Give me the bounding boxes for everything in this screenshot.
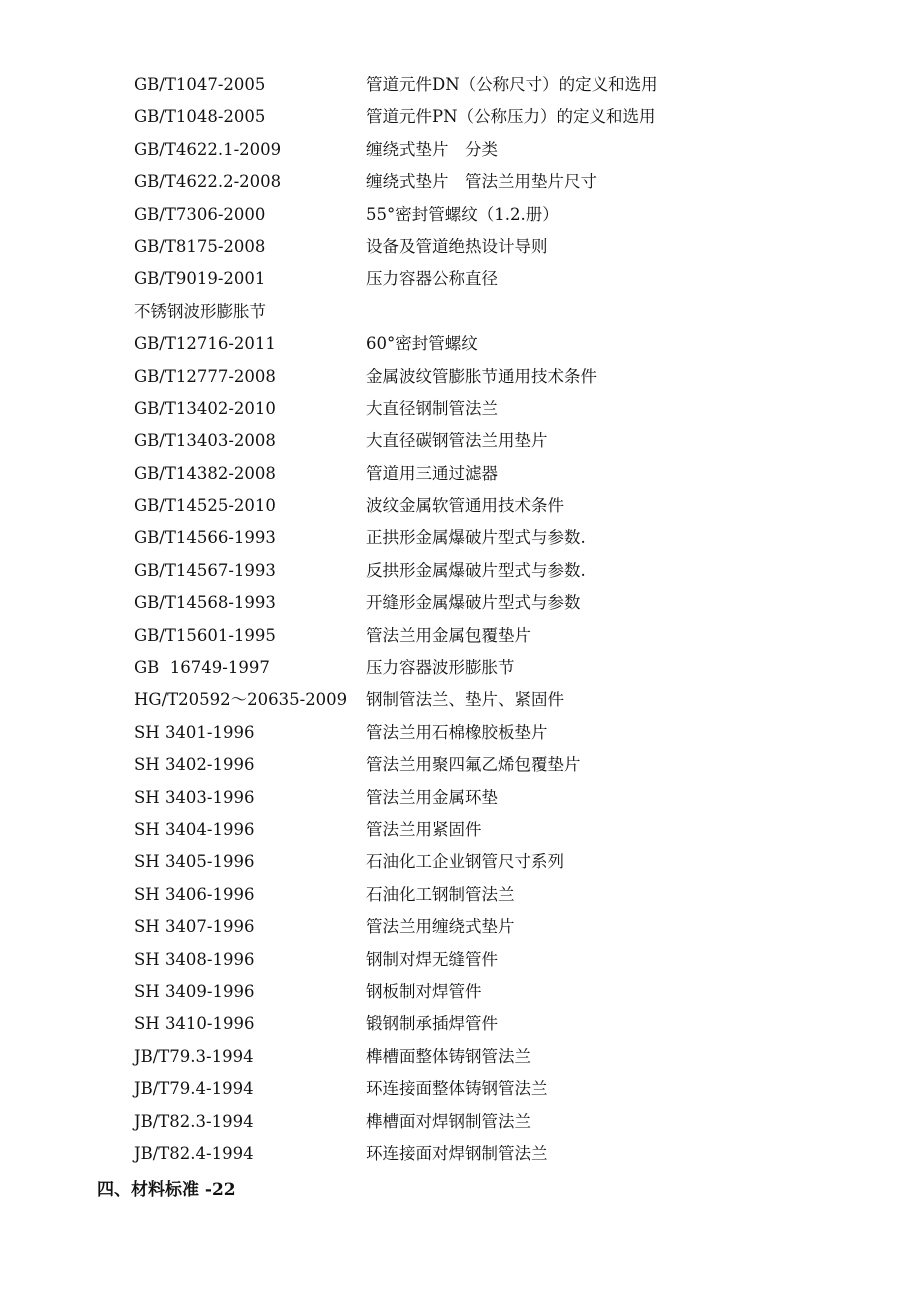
standard-row (134, 911, 854, 943)
standard-row (134, 684, 854, 716)
standard-code: SH 3405-1996 (134, 852, 255, 872)
standard-row (134, 134, 854, 166)
standard-row (134, 1073, 854, 1105)
standard-title: 榫槽面对焊钢制管法兰 (366, 1111, 531, 1131)
standard-code: JB/T82.4-1994 (134, 1143, 254, 1163)
standard-title: 金属波纹管膨胀节通用技术条件 (366, 366, 597, 386)
standard-title: 波纹金属软管通用技术条件 (366, 496, 564, 516)
standard-row (134, 490, 854, 522)
standard-title: 管法兰用缠绕式垫片 (366, 917, 515, 937)
standard-title: 管法兰用紧固件 (366, 819, 482, 839)
standard-code: SH 3406-1996 (134, 884, 255, 904)
standard-row (134, 587, 854, 619)
standard-code: GB/T14525-2010 (134, 496, 276, 516)
standard-row (134, 296, 854, 328)
standard-row (134, 1106, 854, 1138)
standard-title: 榫槽面整体铸钢管法兰 (366, 1046, 531, 1066)
standard-row (134, 1041, 854, 1073)
standard-title: 开缝形金属爆破片型式与参数 (366, 593, 581, 613)
standards-list (134, 69, 854, 1170)
standard-title: 大直径碳钢管法兰用垫片 (366, 431, 548, 451)
standard-row (134, 1008, 854, 1040)
standard-row (134, 620, 854, 652)
standard-row (134, 652, 854, 684)
standard-code: GB/T8175-2008 (134, 236, 266, 256)
standard-row (134, 846, 854, 878)
standard-row (134, 555, 854, 587)
standard-title: 环连接面整体铸钢管法兰 (366, 1079, 548, 1099)
standard-title: 缠绕式垫片 管法兰用垫片尺寸 (366, 172, 597, 192)
standard-row (134, 231, 854, 263)
standard-row (134, 782, 854, 814)
standard-row (134, 1138, 854, 1170)
standard-row (134, 976, 854, 1008)
standard-code: SH 3408-1996 (134, 949, 255, 969)
standard-code: GB/T14567-1993 (134, 560, 276, 580)
standard-title: 管道元件DN（公称尺寸）的定义和选用 (366, 75, 658, 94)
standard-title: 石油化工企业钢管尺寸系列 (366, 852, 564, 872)
standard-row (134, 101, 854, 133)
standard-title: 管法兰用石棉橡胶板垫片 (366, 722, 548, 742)
standard-title: 钢板制对焊管件 (366, 981, 482, 1001)
standard-row (134, 166, 854, 198)
standard-title: 环连接面对焊钢制管法兰 (366, 1143, 548, 1163)
standard-title: 压力容器波形膨胀节 (366, 658, 515, 678)
standard-code: GB/T14566-1993 (134, 528, 276, 548)
standard-title: 管道用三通过滤器 (366, 463, 498, 483)
standard-code: GB/T7306-2000 (134, 204, 266, 224)
standard-code: SH 3403-1996 (134, 787, 255, 807)
standard-code: JB/T79.3-1994 (134, 1046, 254, 1066)
standard-code: GB/T1047-2005 (134, 75, 266, 94)
standard-code: SH 3404-1996 (134, 819, 255, 839)
standard-code: GB/T13403-2008 (134, 431, 276, 451)
standard-title: 管法兰用金属环垫 (366, 787, 498, 807)
standard-code: GB/T4622.1-2009 (134, 139, 282, 159)
standard-title: 锻钢制承插焊管件 (366, 1014, 498, 1034)
standard-title: 管法兰用金属包覆垫片 (366, 625, 531, 645)
standard-code: GB/T12777-2008 (134, 366, 276, 386)
standard-title: 石油化工钢制管法兰 (366, 884, 515, 904)
standard-title: 反拱形金属爆破片型式与参数. (366, 560, 586, 580)
standard-row (134, 69, 854, 101)
standard-row (134, 328, 854, 360)
standard-title: 钢制对焊无缝管件 (366, 949, 498, 969)
standard-row (134, 199, 854, 231)
section-heading: 四、材料标准 -22 (97, 1180, 236, 1200)
standard-title: 钢制管法兰、垫片、紧固件 (366, 690, 564, 710)
standard-title: 60°密封管螺纹 (366, 334, 478, 354)
standard-code: JB/T79.4-1994 (134, 1079, 254, 1099)
standard-code: HG/T20592～20635-2009 (134, 690, 348, 710)
standard-title: 设备及管道绝热设计导则 (366, 236, 548, 256)
standard-code: SH 3409-1996 (134, 981, 255, 1001)
standard-title: 55°密封管螺纹（1.2.册） (366, 204, 559, 224)
standard-code: SH 3401-1996 (134, 722, 255, 742)
standard-row (134, 393, 854, 425)
standard-row (134, 361, 854, 393)
standard-code: GB/T4622.2-2008 (134, 172, 282, 192)
standard-title: 缠绕式垫片 分类 (366, 139, 498, 159)
standard-code: GB/T13402-2010 (134, 398, 276, 418)
standard-code: 不锈钢波形膨胀节 (134, 301, 266, 321)
standard-title: 管道元件PN（公称压力）的定义和选用 (366, 107, 656, 127)
standard-row (134, 263, 854, 295)
standard-row (134, 717, 854, 749)
standard-code: SH 3402-1996 (134, 755, 255, 775)
standard-row (134, 879, 854, 911)
standard-code: GB/T1048-2005 (134, 107, 266, 127)
standard-code: GB/T9019-2001 (134, 269, 266, 289)
standard-code: GB/T15601-1995 (134, 625, 276, 645)
standard-code: SH 3407-1996 (134, 917, 255, 937)
standard-code: GB/T12716-2011 (134, 334, 276, 354)
standard-title: 正拱形金属爆破片型式与参数. (366, 528, 586, 548)
standard-code: JB/T82.3-1994 (134, 1111, 254, 1131)
standard-row (134, 749, 854, 781)
standard-code: GB/T14382-2008 (134, 463, 276, 483)
standard-code: SH 3410-1996 (134, 1014, 255, 1034)
standard-code: GB/T14568-1993 (134, 593, 276, 613)
standard-title: 大直径钢制管法兰 (366, 398, 498, 418)
standard-title: 管法兰用聚四氟乙烯包覆垫片 (366, 755, 581, 775)
standard-row (134, 944, 854, 976)
standard-code: GB 16749-1997 (134, 658, 270, 678)
standard-row (134, 522, 854, 554)
standard-row (134, 814, 854, 846)
standard-row (134, 458, 854, 490)
standard-row (134, 425, 854, 457)
standard-title: 压力容器公称直径 (366, 269, 498, 289)
